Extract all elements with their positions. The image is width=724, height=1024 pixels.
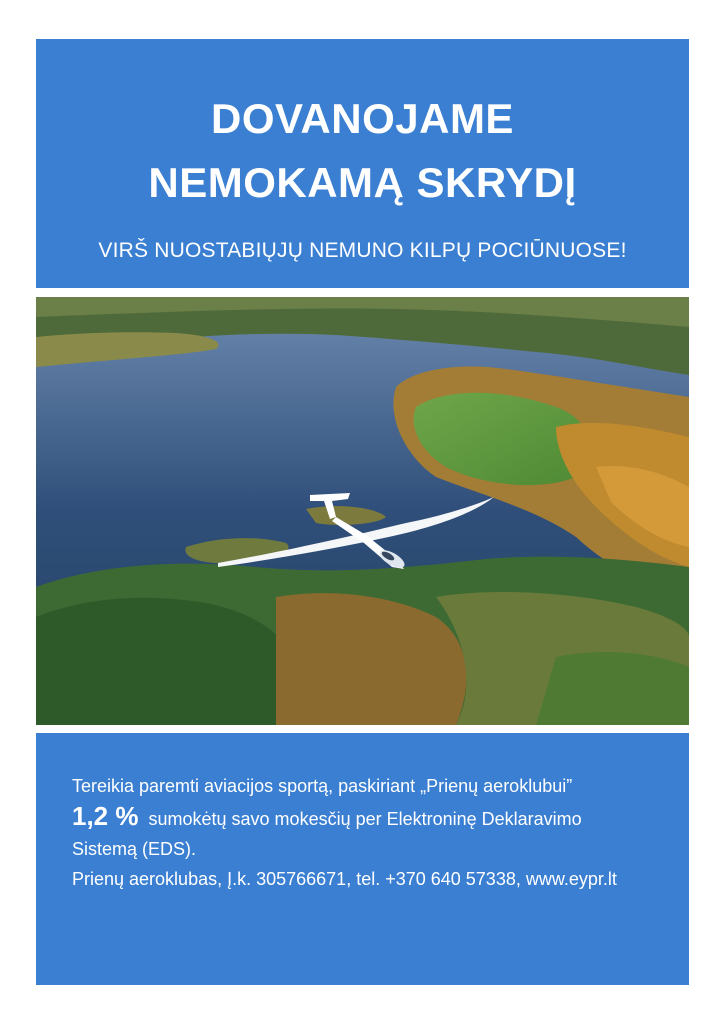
headline xyxy=(36,39,689,215)
info-panel xyxy=(36,733,689,985)
info-line-3: Sistemą (EDS). xyxy=(72,839,197,859)
info-line-1: Tereikia paremti aviacijos sportą, paskiriant „Prienų aeroklubui” xyxy=(72,776,573,796)
contact-line: Prienų aeroklubas, Į.k. 305766671, tel. +370 640 57338, www.eypr.lt xyxy=(72,869,617,889)
info-text xyxy=(72,771,672,894)
info-line-2-text: sumokėtų savo mokesčių per Elektroninę Deklaravimo xyxy=(148,809,582,829)
glider-photo-illustration xyxy=(36,297,689,725)
percent-highlight: 1,2 % xyxy=(72,801,139,831)
headline-line-2: NEMOKAMĄ SKRYDĮ xyxy=(148,159,577,206)
subheadline: VIRŠ NUOSTABIŲJŲ NEMUNO KILPŲ POCIŪNUOSE! xyxy=(98,239,627,262)
headline-line-1: DOVANOJAME xyxy=(211,95,514,142)
header-panel xyxy=(36,39,689,288)
info-line-2 xyxy=(72,801,672,834)
glider-photo xyxy=(36,297,689,725)
